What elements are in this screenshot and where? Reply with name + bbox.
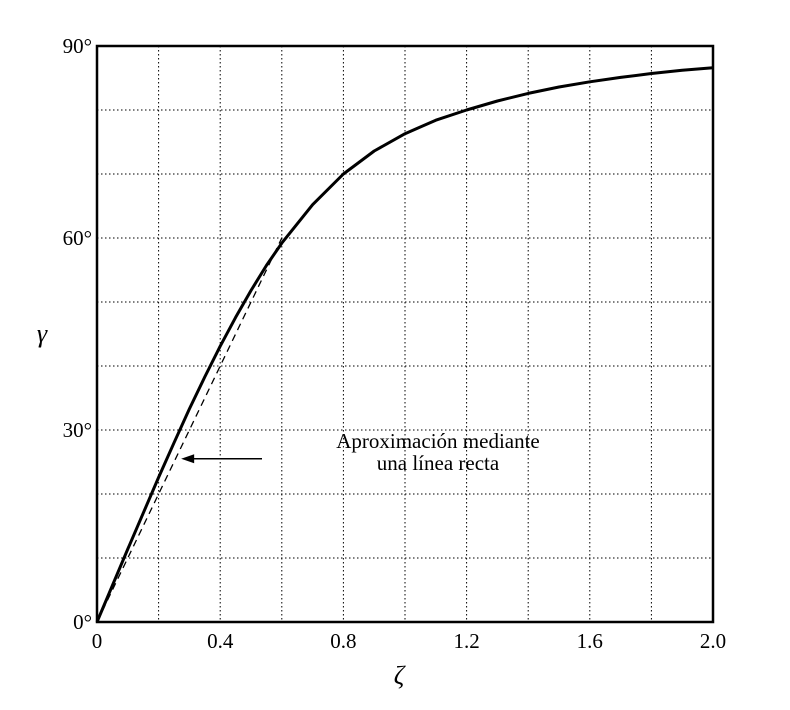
y-tick-label: 30°	[62, 418, 92, 442]
y-tick-label: 90°	[62, 34, 92, 58]
x-tick-label: 1.6	[576, 629, 603, 653]
x-tick-label: 0	[91, 629, 103, 653]
x-tick-label: 2.0	[699, 629, 727, 653]
tick-labels	[63, 34, 727, 653]
y-axis-label: γ	[36, 319, 48, 348]
annotation-line-2: una línea recta	[376, 451, 500, 475]
annotation	[181, 429, 540, 475]
annotation-line-1: Aproximación mediante	[336, 429, 540, 453]
y-tick-label: 0°	[73, 610, 92, 634]
x-tick-label: 0.8	[330, 629, 357, 653]
x-tick-label: 1.2	[453, 629, 480, 653]
x-tick-label: 0.4	[207, 629, 234, 653]
y-tick-label: 60°	[62, 226, 92, 250]
annotation-arrowhead-icon	[181, 454, 194, 463]
x-axis-label: ζ	[393, 661, 405, 690]
